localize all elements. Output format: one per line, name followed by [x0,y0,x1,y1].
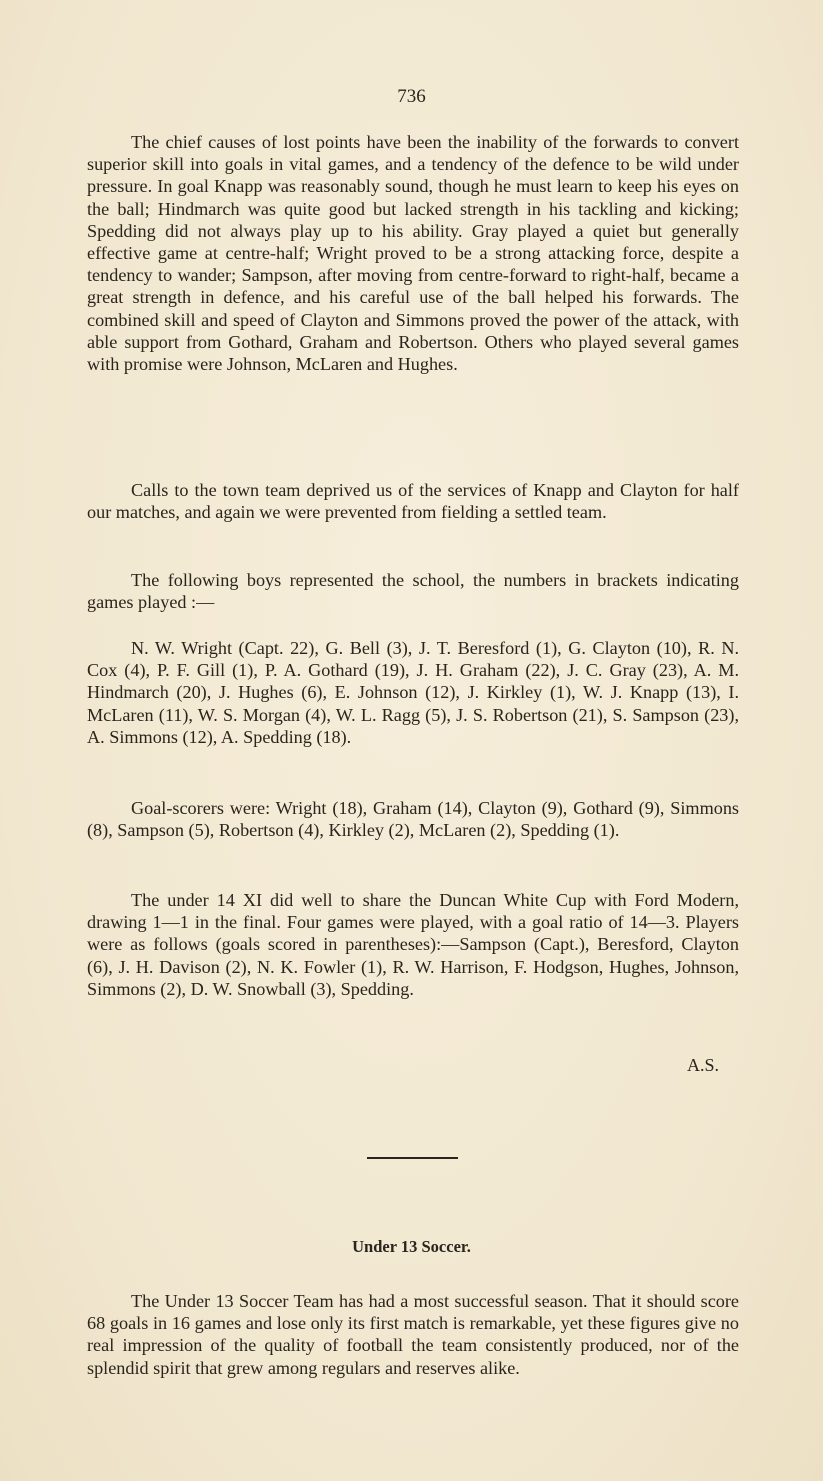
page-number: 736 [397,86,426,107]
paragraph-boys-represented-intro: The following boys represented the school, the numbers in brackets indicating games played :— [87,570,739,613]
paragraph-goal-scorers: Goal-scorers were: Wright (18), Graham (14), Clayton (9), Gothard (9), Simmons (8), Sampson (5), Robertson (4), Kirkley (2), McLaren (2), Spedding (1). [87,798,739,841]
section-heading: Under 13 Soccer. [352,1237,471,1256]
paragraph-lost-points: The chief causes of lost points have been the inability of the forwards to convert superior skill into goals in vital games, and a tendency of the defence to be wild under pressure. In goal Knapp was reasonably sound, though he must learn to keep his eyes on the ball; Hindmarch was quite good but lacked strength in his tackling and kicking; Spedding did not always play up to his ability. Gray played a quiet but generally effective game at centre-half; Wright proved to be a strong attacking force, despite a tendency to wander; Sampson, after moving from centre-forward to right-half, became a great strength in defence, and his careful use of the ball helped his forwards. The combined skill and speed of Clayton and Simmons proved the power of the attack, with able support from Gothard, Graham and Robertson. Others who played several games with promise were Johnson, McLaren and Hughes. [87,132,739,375]
paragraph-player-list: N. W. Wright (Capt. 22), G. Bell (3), J. T. Beresford (1), G. Clayton (10), R. N. Cox (4), P. F. Gill (1), P. A. Gothard (19), J. H. Graham (22), J. C. Gray (23), A. M. Hindmarch (20), J. Hughes (6), E. Johnson (12), J. Kirkley (1), W. J. Knapp (13), I. McLaren (11), W. S. Morgan (4), W. L. Ragg (5), J. S. Robertson (21), S. Sampson (23), A. Simmons (12), A. Spedding (18). [87,638,739,747]
paragraph-town-team: Calls to the town team deprived us of the services of Knapp and Clayton for half our matches, and again we were prevented from fielding a settled team. [87,480,739,523]
section-divider [367,1157,458,1159]
author-initials: A.S. [686,1055,719,1075]
paragraph-under-14: The under 14 XI did well to share the Duncan White Cup with Ford Modern, drawing 1—1 in the final. Four games were played, with a goal ratio of 14—3. Players were as follows (goals scored in parentheses):—Sampson (Capt.), Beresford, Clayton (6), J. H. Davison (2), N. K. Fowler (1), R. W. Harrison, F. Hodgson, Hughes, Johnson, Simmons (2), D. W. Snowball (3), Spedding. [87,890,739,999]
paragraph-under-13: The Under 13 Soccer Team has had a most successful season. That it should score 68 goals in 16 games and lose only its first match is remarkable, yet these figures give no real impression of the quality of football the team consistently produced, nor of the splendid spirit that grew among regulars and reserves alike. [87,1291,739,1378]
